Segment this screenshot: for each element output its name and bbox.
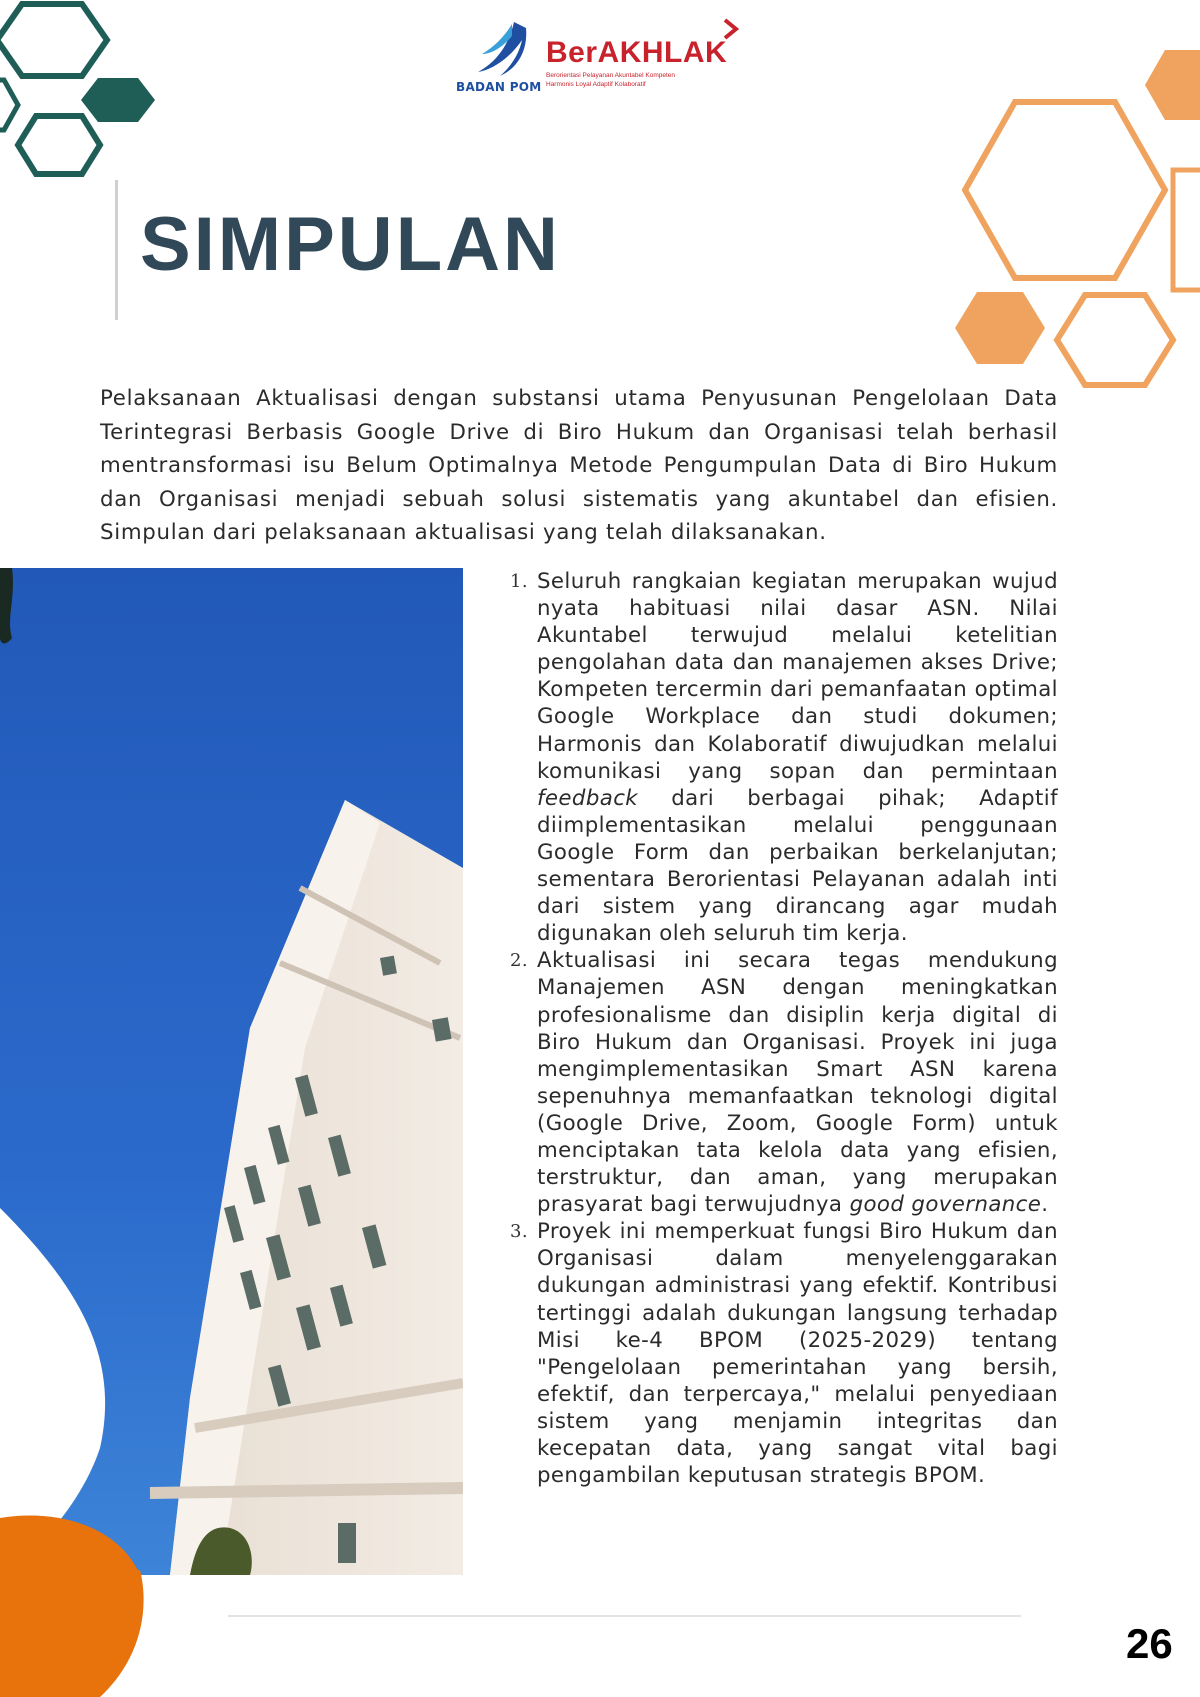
- list-number: 3.: [510, 1221, 528, 1243]
- list-number: 2.: [510, 950, 528, 972]
- footer-divider: [228, 1615, 1021, 1617]
- chevron-right-icon: [722, 18, 740, 40]
- list-number: 1.: [510, 571, 528, 592]
- conclusion-italic: feedback: [537, 785, 639, 811]
- conclusions-list: [510, 568, 1058, 1489]
- page-title: SIMPULAN: [140, 202, 561, 287]
- conclusion-text: Aktualisasi ini secara tegas mendukung Manajemen ASN dengan meningkatkan profesionalisme dan disiplin kerja digital di Biro Hukum dan Organisasi. Proyek ini juga mengimplementasikan Smart ASN karena sepenuhnya memanfaatkan teknologi digital (Google Drive, Zoom, Google Form) untuk menciptakan tata kelola data yang efisien, terstruktur, dan aman, yang merupakan prasyarat bagi terwujudnya: [537, 948, 1058, 1218]
- berakhlak-tagline-line-2: Harmonis Loyal Adaptif Kolaboratif: [546, 81, 646, 88]
- conclusion-text-cont: dari berbagai pihak; Adaptif diimplementasikan melalui penggunaan Google Form dan perbaikan berkelanjutan; sementara Berorientasi Pelayanan adalah inti dari sistem yang dirancang agar mudah digunakan oleh seluruh tim kerja.: [537, 785, 1058, 947]
- conclusion-text: Proyek ini memperkuat fungsi Biro Hukum dan Organisasi dalam menyelenggarakan dukungan administrasi yang efektif. Kontribusi tertinggi adalah dukungan langsung terhadap Misi ke-4 BPOM (2025-2029) tentang "Pengelolaan pemerintahan yang bersih, efektif, dan terpercaya," melalui penyediaan sistem yang menjamin integritas dan kecepatan data, yang sangat vital bagi pengambilan keputusan strategis BPOM.: [537, 1219, 1058, 1489]
- conclusion-item: [510, 568, 1058, 947]
- intro-paragraph: Pelaksanaan Aktualisasi dengan substansi utama Penyusunan Pengelolaan Data Terintegrasi Berbasis Google Drive di Biro Hukum dan Organisasi telah berhasil mentransformasi isu Belum Optimalnya Metode Pengumpulan Data di Biro Hukum dan Organisasi menjadi sebuah solusi sistematis yang akuntabel dan efisien. Simpulan dari pelaksanaan aktualisasi yang telah dilaksanakan.: [100, 386, 1058, 545]
- hexagon-decoration-left: [0, 0, 160, 200]
- conclusion-text: Seluruh rangkaian kegiatan merupakan wujud nyata habituasi nilai dasar ASN. Nilai Akuntabel terwujud melalui ketelitian pengolahan data dan manajemen akses Drive; Kompeten tercermin dari pemanfaatan optimal Google Workplace dan studi dokumen; Harmonis dan Kolaboratif diwujudkan melalui komunikasi yang sopan dan permintaan: [537, 569, 1058, 784]
- title-accent-bar: [115, 180, 118, 320]
- conclusion-item: [510, 947, 1058, 1218]
- berakhlak-logo-title: BerAKHLAK: [546, 36, 728, 69]
- berakhlak-tagline-line-1: Berorientasi Pelayanan Akuntabel Kompeten: [546, 72, 676, 79]
- orange-corner-shape: [0, 1570, 150, 1697]
- badan-pom-label: BADAN POM: [456, 80, 542, 94]
- building-photo: [0, 568, 463, 1575]
- page-number: 26: [1126, 1620, 1173, 1667]
- berakhlak-tagline: [546, 71, 726, 89]
- conclusion-item: [510, 1218, 1058, 1489]
- conclusion-text-cont: .: [1041, 1192, 1049, 1218]
- hexagon-decoration-right: [955, 40, 1200, 420]
- conclusion-italic: good governance: [849, 1192, 1042, 1218]
- badan-pom-logo-icon: [470, 20, 530, 82]
